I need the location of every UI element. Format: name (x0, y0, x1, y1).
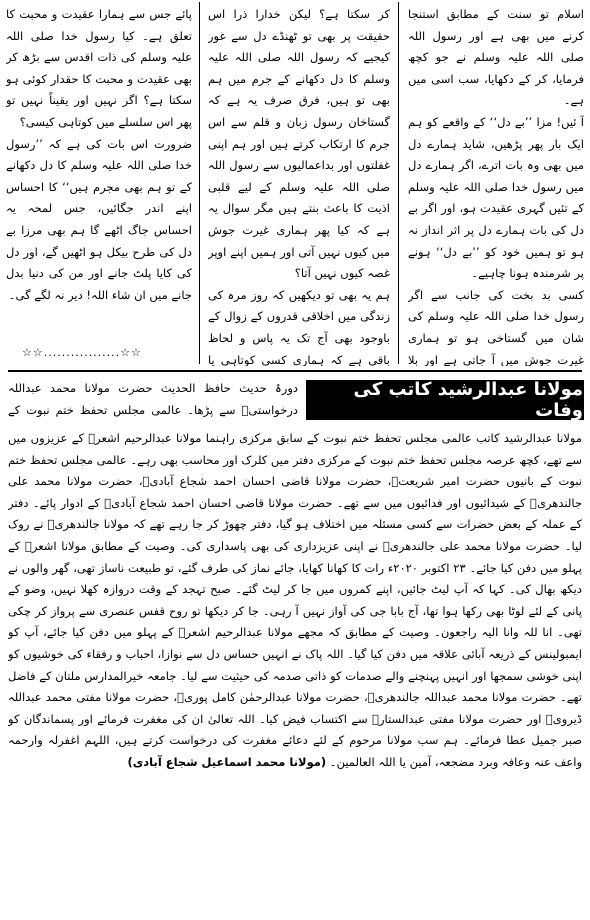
column-middle (208, 4, 390, 366)
paragraph: کسی بد بخت کی جانب سے اگر رسول خدا صلی اللہ علیہ وسلم کی شان میں گستاخی ہو تو ہماری غیرت جوش میں آ جاتی ہے اور بلا (408, 287, 584, 366)
column-divider (199, 2, 200, 364)
separator-stars: ☆☆.................☆☆ (22, 346, 142, 359)
paragraph: ضرورت اس بات کی ہے کہ ’’رسول خدا صلی اللہ علیہ وسلم کا دل دکھانے کے تو ہم بھی مجرم ہیں‘‘ کا احساس اپنے اندر جگائیں، جس لمحہ یہ احساس جاگ اٹھے گا ہم بھی مرزا بے دل کی طرح بیکل ہو اٹھیں گے، اور دل کی کایا پلٹ جانے اور من کی دنیا بدل جانے میں ان شاء اللہ! دیر نہ لگے گی۔ (6, 136, 192, 302)
paragraph: دورۂ حدیث حافظ الحدیث حضرت مولانا محمد عبداللہ درخواستیؒ سے پڑھا۔ عالمی مجلس تحفظ ختم نبوت کے (8, 381, 298, 417)
article-title: مولانا عبدالرشید کاتب کی وفات (306, 380, 584, 420)
paragraph: کر سکتا ہے؟ لیکن خدارا ذرا اس حقیقت پر بھی تو ٹھنڈے دل سے غور کیجیے کہ رسول اللہ صلی اللہ علیہ وسلم کا دل دکھانے کے جرم میں ہم بھی تو ہیں، فرق صرف یہ ہے کہ گستاخان رسول زبان و قلم سے اس جرم کا ارتکاب کرتے ہیں اور ہم اپنی غفلتوں اور بداعمالیوں سے رسول اللہ صلی اللہ علیہ وسلم کے لیے قلبی اذیت کا باعث بنتے ہیں مگر سوال یہ ہے کہ کیا پھر ہماری غیرت جوش میں کیوں نہیں آتی اور ہمیں اپنے اوپر غصہ کیوں نہیں آتا؟ (208, 7, 390, 281)
column-left (6, 4, 192, 346)
article-body (8, 428, 582, 912)
column-divider (398, 2, 399, 364)
paragraph: اسلام تو سنت کے مطابق استنجا کرنے میں بھی ہے اور رسول اللہ صلی اللہ علیہ وسلم نے جو کچھ فرمایا، کر کے دکھایا، سب اسی میں ہے۔ (408, 7, 584, 108)
paragraph: ہم یہ بھی تو دیکھیں کہ روز مرہ کی زندگی میں اخلاقی قدروں کے زوال کے باوجود بھی آج تک یہ پاس و لحاظ باقی ہے کہ ہماری کسی کوتاہی یا (208, 287, 390, 366)
paragraph: پائے جس سے ہمارا عقیدت و محبت کا تعلق ہے۔ کیا رسول خدا صلی اللہ علیہ وسلم کی ذات اقدس سے بڑھ کر بھی عقیدت و محبت کا حقدار کوئی ہو سکتا ہے؟ اگر نہیں اور یقیناً نہیں تو پھر اس سلسلے میں کوتاہی کیسی؟ (6, 7, 192, 129)
author-signature: (مولانا محمد اسماعیل شجاع آبادی) (127, 754, 327, 769)
column-right (408, 4, 584, 366)
section-divider (8, 370, 582, 372)
article-intro-text (8, 378, 298, 426)
paragraph: آ ئیں! مزا ’’بے دل‘‘ کے واقعے کو ہم ایک بار پھر پڑھیں، شاید ہمارے دل میں بھی وہ بات اترے، اگر ہمارے دل میں رسول خدا صلی اللہ علیہ وسلم کے تئیں گہری عقیدت ہو، اور اگر بے دل کی بات ہمارے دل پر اثر انداز نہ ہو تو ہمیں خود کو ’’بے دل‘‘ ہونے پر شرمندہ ہونا چاہیے۔ (408, 114, 584, 281)
paragraph: مولانا عبدالرشید کاتب عالمی مجلس تحفظ ختم نبوت کے سابق مرکزی راہنما مولانا عبدالرحیم اشعرؒ کے عزیزوں میں سے تھے، کچھ عرصہ مجلس تحفظ ختم نبوت کے مرکزی دفتر میں کلرک اور محاسب بھی رہے۔ عالمی مجلس تحفظ ختم نبوت کے بانیوں حضرت امیر شریعتؒ، حضرت مولانا قاضی احسان احمد شجاع آبادیؒ، حضرت مولانا محمد علی جالندھریؒ کے شیدائیوں اور فدائیوں میں سے تھے۔ حضرت مولانا قاضی احسان احمد شجاع آبادیؒ کے ادوار پائے۔ دفتر کے عملہ کے بعض حضرات سے کسی مسئلہ میں اختلاف ہو گیا، دفتر چھوڑ کر جا رہے تھے کہ مولانا جالندھریؒ نے روک لیا۔ حضرت مولانا محمد علی جالندھریؒ نے اپنی عزیزداری کی بھی پاسداری کی۔ وصیت کے مطابق مولانا اشعرؒ کے پہلو میں دفن کیا جائے۔ ۲۳ اکتوبر ۲۰۲۰ء رات کا کھانا کھایا، جائے نماز کی طرف گئے، تو طبیعت ناساز تھی، گھر والوں نے دیکھ بھال کی۔ کہا کہ آپ لیٹ جائیں، اپنے کمروں میں جا کر لیٹ گئے۔ صبح تہجد کے وقت دروازہ کھلا نہیں، وضو کے پانی کے لئے لوٹا بھی رکھا ہوا تھا، آج بابا جی کی آواز نہیں آ رہی۔ جا کر دیکھا تو روح قفس عنصری سے پرواز کر چکی تھی۔ انا للہ وانا الیہ راجعون۔ وصیت کے مطابق کہ مجھے مولانا عبدالرحیم اشعرؒ کے پہلو میں دفن کیا جائے، آپ کو ایمبولینس کے ذریعہ آبائی علاقہ میں دفن کیا گیا۔ اللہ پاک نے انہیں حساس دل سے نوازا، احباب و رفقاء کی خوشیوں کو اپنی خوشی سمجھا اور انہیں پہنچنے والے صدمات کو ذاتی صدمہ کی حیثیت سے لیا۔ جامعہ خیرالمدارس ملتان کے فاضل تھے۔ حضرت مولانا محمد عبداللہ جالندھریؒ، حضرت مولانا عبدالرحمٰن کامل پوریؒ، حضرت مولانا مفتی محمد عبداللہ ڈیرویؒ اور حضرت مولانا مفتی عبدالستارؒ سے اکتساب فیض کیا۔ اللہ تعالیٰ ان کی مغفرت فرمائے اور پسماندگان کو صبر جمیل عطا فرمائے۔ ہم سب مولانا مرحوم کے لئے دعائے مغفرت کی درخواست کرتے ہیں، اللہم اغفرلہ وارحمہ واعف عنہ وعافہ وبرد مضجعہ، آمین یا اللہ العالمین۔ (8, 431, 582, 769)
